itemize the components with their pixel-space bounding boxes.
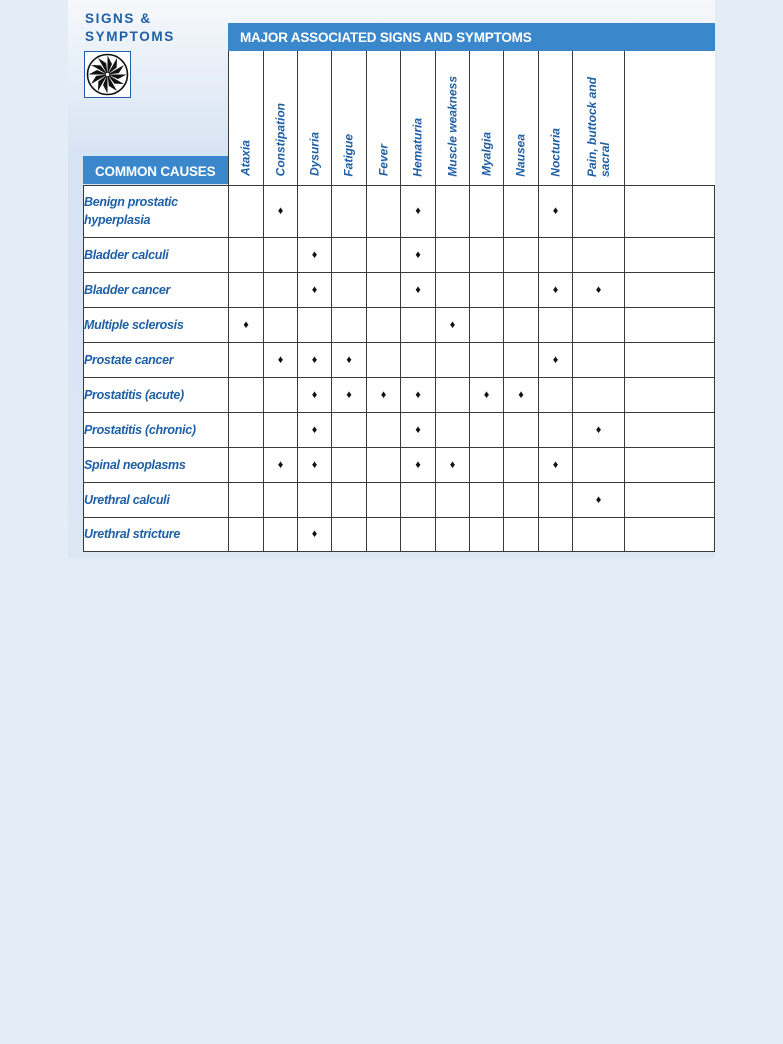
empty-cell [625,342,715,377]
column-header-label: Pain, buttock and sacral [584,76,612,177]
empty-cell [332,185,367,237]
cause-label: Bladder cancer [84,272,229,307]
column-header [298,51,332,185]
empty-cell [470,237,504,272]
diamond-marker: ♦ [401,237,436,272]
column-header [264,51,298,185]
table-row [84,412,715,447]
empty-cell [625,447,715,482]
diamond-marker: ♦ [539,447,573,482]
empty-cell [367,342,401,377]
empty-cell [229,342,264,377]
diamond-marker: ♦ [539,185,573,237]
empty-cell [625,272,715,307]
empty-cell [401,482,436,517]
diamond-marker: ♦ [298,377,332,412]
diamond-marker: ♦ [573,482,625,517]
cause-label: Spinal neoplasms [84,447,229,482]
table-corner [84,51,229,185]
empty-cell [504,482,539,517]
diamond-marker: ♦ [470,377,504,412]
empty-cell [625,377,715,412]
empty-cell [367,237,401,272]
empty-cell [539,482,573,517]
diamond-marker: ♦ [573,272,625,307]
column-header [332,51,367,185]
diamond-marker: ♦ [436,307,470,342]
diamond-marker: ♦ [401,412,436,447]
empty-cell [332,482,367,517]
diamond-marker: ♦ [264,185,298,237]
empty-cell [436,272,470,307]
empty-cell [401,307,436,342]
column-header-label: Myalgia [479,132,493,177]
diamond-marker: ♦ [573,412,625,447]
empty-cell [504,272,539,307]
column-header-label: Constipation [273,103,287,177]
diamond-marker: ♦ [298,272,332,307]
empty-cell [504,237,539,272]
empty-cell [264,517,298,551]
empty-cell [264,412,298,447]
empty-cell [332,447,367,482]
empty-cell [367,447,401,482]
empty-cell [436,377,470,412]
empty-cell [625,185,715,237]
empty-cell [573,447,625,482]
empty-cell [436,412,470,447]
empty-cell [332,307,367,342]
empty-cell [367,482,401,517]
diamond-marker: ♦ [367,377,401,412]
column-header [229,51,264,185]
column-header [573,51,625,185]
table-row [84,307,715,342]
empty-cell [229,447,264,482]
diamond-marker: ♦ [401,272,436,307]
diamond-marker: ♦ [298,517,332,551]
empty-cell [436,342,470,377]
column-header-label: Hematuria [410,117,425,177]
column-header [401,51,436,185]
empty-cell [539,237,573,272]
empty-cell [470,447,504,482]
empty-cell [470,517,504,551]
column-header-empty [625,51,715,185]
table-row [84,272,715,307]
empty-cell [539,307,573,342]
common-causes-header: COMMON CAUSES [83,156,228,184]
diamond-marker: ♦ [229,307,264,342]
empty-cell [264,307,298,342]
cause-label: Urethral calculi [84,482,229,517]
table-row [84,185,715,237]
column-header-row [84,51,715,185]
empty-cell [504,517,539,551]
column-header-label: Ataxia [238,140,253,177]
column-header-label: Dysuria [307,132,321,177]
diamond-marker: ♦ [264,447,298,482]
column-header-label: Fatigue [341,133,356,177]
table-row [84,237,715,272]
empty-cell [625,482,715,517]
empty-cell [264,377,298,412]
column-header-label: Muscle weakness [445,75,459,177]
cause-label: Prostatitis (chronic) [84,412,229,447]
empty-cell [229,185,264,237]
section-brand [85,10,175,46]
column-header [436,51,470,185]
empty-cell [332,237,367,272]
empty-cell [539,377,573,412]
diamond-marker: ♦ [298,412,332,447]
empty-cell [504,447,539,482]
column-header [367,51,401,185]
diamond-marker: ♦ [332,342,367,377]
empty-cell [229,272,264,307]
empty-cell [367,517,401,551]
diamond-marker: ♦ [264,342,298,377]
signs-symptoms-table [83,51,715,552]
cause-label: Urethral stricture [84,517,229,551]
empty-cell [470,185,504,237]
empty-cell [573,377,625,412]
column-header-label: Nocturia [548,127,562,177]
diamond-marker: ♦ [401,377,436,412]
empty-cell [367,412,401,447]
column-header-label: Nausea [513,133,528,177]
empty-cell [367,185,401,237]
empty-cell [367,307,401,342]
empty-cell [229,517,264,551]
cause-label: Multiple sclerosis [84,307,229,342]
empty-cell [573,517,625,551]
empty-cell [470,342,504,377]
cause-label: Bladder calculi [84,237,229,272]
empty-cell [470,412,504,447]
diamond-marker: ♦ [436,447,470,482]
table-row [84,377,715,412]
empty-cell [401,517,436,551]
cause-label: Prostate cancer [84,342,229,377]
empty-cell [264,272,298,307]
column-header [470,51,504,185]
cause-label: Benign prostatic hyperplasia [84,185,229,237]
empty-cell [573,307,625,342]
empty-cell [504,412,539,447]
empty-cell [539,517,573,551]
empty-cell [401,342,436,377]
empty-cell [504,307,539,342]
table-row [84,482,715,517]
empty-cell [436,185,470,237]
diamond-marker: ♦ [298,237,332,272]
empty-cell [229,482,264,517]
empty-cell [470,482,504,517]
brand-line-2: SYMPTOMS [85,29,175,44]
empty-cell [332,272,367,307]
empty-cell [298,482,332,517]
empty-cell [332,412,367,447]
diamond-marker: ♦ [298,342,332,377]
major-signs-header: MAJOR ASSOCIATED SIGNS AND SYMPTOMS [228,23,715,51]
empty-cell [470,307,504,342]
cause-label: Prostatitis (acute) [84,377,229,412]
table-row [84,447,715,482]
empty-cell [504,185,539,237]
empty-cell [436,482,470,517]
empty-cell [504,342,539,377]
column-header [539,51,573,185]
empty-cell [573,185,625,237]
empty-cell [625,517,715,551]
empty-cell [229,377,264,412]
table-row [84,342,715,377]
column-header [504,51,539,185]
empty-cell [332,517,367,551]
table-row [84,517,715,551]
empty-cell [573,237,625,272]
empty-cell [436,517,470,551]
diamond-marker: ♦ [401,447,436,482]
empty-cell [436,237,470,272]
empty-cell [539,412,573,447]
diamond-marker: ♦ [504,377,539,412]
empty-cell [573,342,625,377]
empty-cell [470,272,504,307]
diamond-marker: ♦ [298,447,332,482]
empty-cell [298,307,332,342]
diamond-marker: ♦ [401,185,436,237]
diamond-marker: ♦ [539,342,573,377]
column-header-label: Fever [376,144,390,177]
empty-cell [229,237,264,272]
empty-cell [367,272,401,307]
empty-cell [264,237,298,272]
diamond-marker: ♦ [539,272,573,307]
empty-cell [625,307,715,342]
empty-cell [298,185,332,237]
empty-cell [264,482,298,517]
empty-cell [229,412,264,447]
empty-cell [625,237,715,272]
brand-line-1: SIGNS & [85,11,152,26]
diamond-marker: ♦ [332,377,367,412]
empty-cell [625,412,715,447]
